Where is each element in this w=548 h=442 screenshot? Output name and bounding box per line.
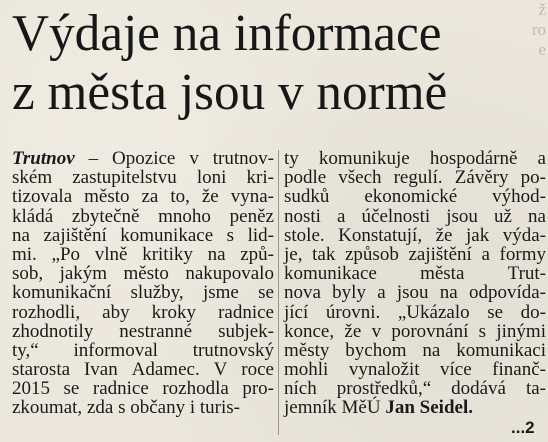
article-line: tizovala město za to, že vyna- xyxy=(12,186,274,208)
article-line: je, tak způsob zajištění a formy xyxy=(284,243,546,265)
article-line: komunikace města Trut- xyxy=(284,263,546,285)
article-line: zkoumat, zda s občany i turis- xyxy=(12,397,240,419)
bleed-line: e xyxy=(538,40,546,59)
article-line: na zajištění komunikace s lid- xyxy=(12,224,274,246)
column-divider xyxy=(278,150,279,435)
article-line: Trutnov – Opozice v trutnov- xyxy=(12,148,274,169)
continuation-marker: ...2 xyxy=(511,418,535,437)
article-line: kládá zbytečně mnoho peněz xyxy=(12,205,274,227)
article-column-right xyxy=(284,149,546,418)
article-line: starosta Ivan Adamec. V roce xyxy=(12,359,274,381)
article-line: podle všech regulí. Závěry po- xyxy=(284,167,546,189)
article-line: mi. „Po vlně kritiky na způ- xyxy=(12,243,274,265)
article-line: jící úrovni. „Ukázalo se do- xyxy=(284,301,546,323)
bleed-line: ž xyxy=(538,0,546,19)
article-line: komunikační služby, jsme se xyxy=(12,282,274,304)
article-line: rozhodli, aby kroky radnice xyxy=(12,301,274,323)
headline xyxy=(12,4,524,122)
headline-line-1: Výdaje na informace xyxy=(12,5,442,62)
article-line: stole. Konstatují, že jak výdа- xyxy=(284,224,546,246)
article-line: ty komunikuje hospodárně a xyxy=(284,148,546,169)
article-line: jemník MěÚ Jan Seidel. xyxy=(284,397,473,419)
article-line: konce, že v porovnání s jinými xyxy=(284,320,546,342)
article-line: zhodnotily nestranné subjek- xyxy=(12,320,274,342)
article-line: 2015 se radnice rozhodla pro- xyxy=(12,378,274,400)
article-line: městy bychom na komunikaci xyxy=(284,339,546,361)
article-line: sudků ekonomické výhod- xyxy=(284,186,546,208)
article-line: ském zastupitelstvu loni kri- xyxy=(12,167,274,189)
article-column-left xyxy=(12,149,274,418)
article-line: ty,“ informoval trutnovský xyxy=(12,339,274,361)
article-line: sob, jakým město nakupovalo xyxy=(12,263,274,285)
headline-line-2: z města jsou v normě xyxy=(12,64,448,121)
article-line: nova byly a jsou na odpovída- xyxy=(284,282,546,304)
article-line: mohli vynaložit více finanč- xyxy=(284,359,546,381)
bleed-line: ro xyxy=(531,20,546,39)
article-line: nosti a účelnosti jsou už na xyxy=(284,205,546,227)
article-line: ních prostředků,“ dodává ta- xyxy=(284,378,546,400)
